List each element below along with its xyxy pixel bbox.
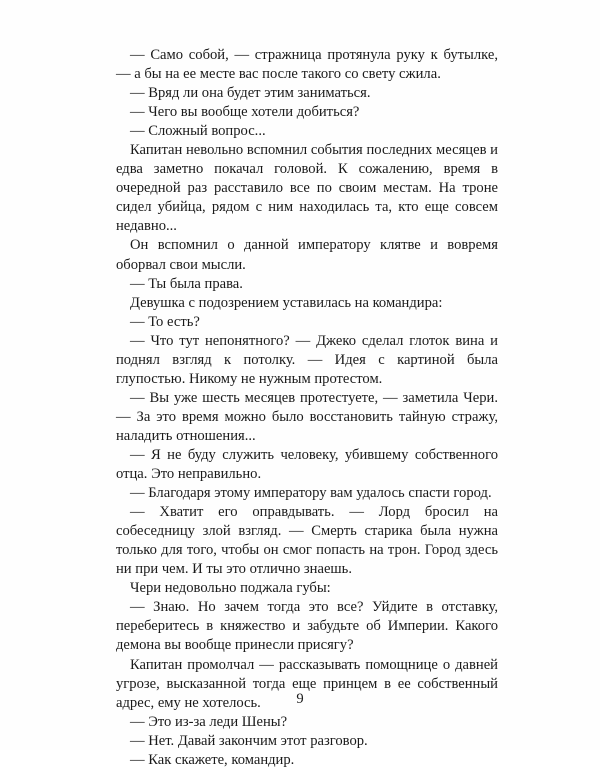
paragraph: — Это из-за леди Шены? bbox=[130, 713, 288, 730]
paragraph: — Само собой, — стражница протянула руку к бутылке, — а бы на ее месте вас после такого со свету сжила. bbox=[116, 47, 498, 83]
paragraph: — Я не буду служить человеку, убившему собственного отца. Это неправильно. bbox=[116, 446, 498, 483]
body-text bbox=[116, 46, 498, 770]
paragraph: — Как скажете, командир. bbox=[130, 751, 295, 768]
paragraph: Девушка с подозрением уставилась на командира: bbox=[130, 294, 443, 311]
paragraph: Капитан промолчал — рассказывать помощнице о давней угрозе, высказанной тогда еще принцем в ее собственный адрес, ему не хотелось. bbox=[116, 656, 498, 711]
paragraph: — Вряд ли она будет этим заниматься. bbox=[130, 85, 371, 102]
paragraph: — Чего вы вообще хотели добиться? bbox=[130, 104, 360, 121]
paragraph: — Вы уже шесть месяцев протестуете, — заметила Чери. — За это время можно было восстановить тайную стражу, наладить отношения... bbox=[116, 389, 498, 444]
paragraph: — Что тут непонятного? — Джеко сделал глоток вина и поднял взгляд к потолку. — Идея с картиной была глупостью. Никому не нужным протестом. bbox=[116, 332, 498, 387]
paragraph: — Хватит его оправдывать. — Лорд бросил на собеседницу злой взгляд. — Смерть старика была нужна только для того, чтобы он смог попасть на трон. Город здесь ни при чем. И ты это отлично знаешь. bbox=[116, 504, 498, 578]
paragraph: Чери недовольно поджала губы: bbox=[130, 580, 331, 597]
paragraph: Капитан невольно вспомнил события последних месяцев и едва заметно покачал головой. К сожалению, время в очередной раз расставило все по своим местам. На троне сидел убийца, рядом с ним находилась та, кто еще совсем недавно... bbox=[116, 142, 498, 235]
page-number: 9 bbox=[296, 691, 304, 707]
paragraph: Он вспомнил о данной императору клятве и вовремя оборвал свои мысли. bbox=[116, 237, 498, 273]
paragraph: — Ты была права. bbox=[130, 275, 243, 292]
paragraph: — Нет. Давай закончим этот разговор. bbox=[130, 732, 368, 749]
paragraph: — Сложный вопрос... bbox=[130, 123, 266, 140]
paragraph: — Знаю. Но зачем тогда это все? Уйдите в отставку, переберитесь в княжество и забудьте об Империи. Какого демона вы вообще принесли присягу? bbox=[116, 599, 498, 654]
paragraph: — То есть? bbox=[130, 313, 200, 330]
paragraph: — Благодаря этому императору вам удалось спасти город. bbox=[130, 485, 492, 502]
